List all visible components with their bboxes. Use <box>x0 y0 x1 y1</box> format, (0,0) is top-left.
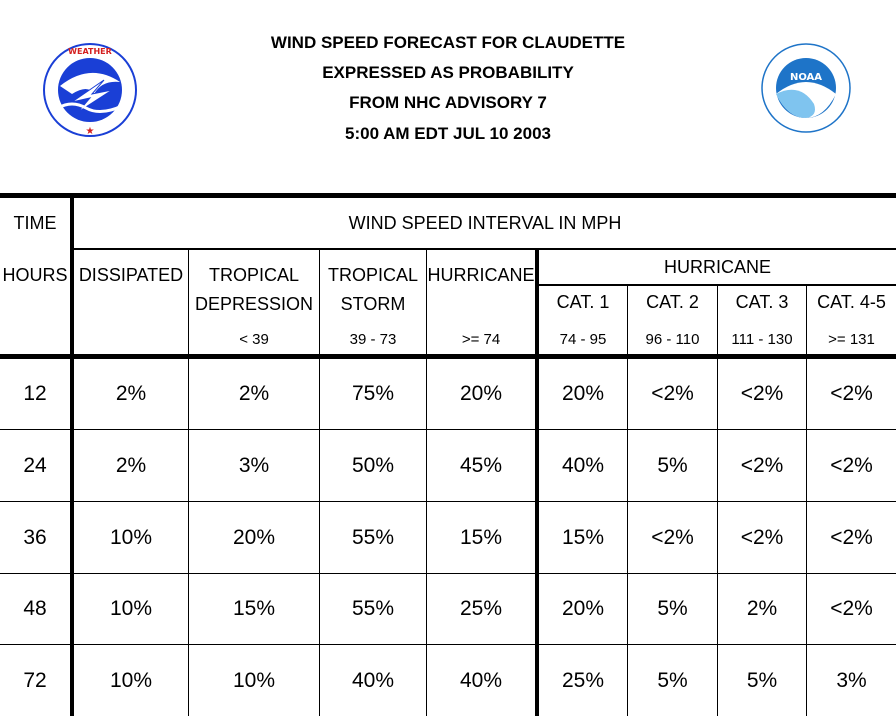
value-cell: 75% <box>351 382 395 405</box>
value-cell: 20% <box>561 597 605 620</box>
hour-cell: 12 <box>23 382 47 405</box>
col-cat1-range: 74 - 95 <box>559 330 607 348</box>
value-cell: 15% <box>459 525 503 549</box>
value-cell: <2% <box>651 382 694 405</box>
col-td-header-2: DEPRESSION <box>194 293 314 314</box>
value-cell: 45% <box>459 453 503 477</box>
col-ts-range: 39 - 73 <box>349 330 397 348</box>
value-cell: 40% <box>459 668 503 692</box>
noaa-logo-text: NOAA <box>789 72 823 83</box>
value-cell: <2% <box>830 597 873 620</box>
value-cell: 50% <box>351 453 395 477</box>
value-cell: 3% <box>238 453 270 477</box>
value-cell: 55% <box>351 597 395 620</box>
col-cat45-header: CAT. 4-5 <box>817 291 886 312</box>
title-line-2: EXPRESSED AS PROBABILITY <box>322 63 574 82</box>
value-cell: 20% <box>232 525 276 549</box>
value-cell: 15% <box>561 525 605 549</box>
col-td-range: < 39 <box>239 330 269 348</box>
noaa-logo-icon <box>760 42 852 134</box>
value-cell: 40% <box>561 453 605 477</box>
col-hurricane-range: >= 74 <box>461 330 501 348</box>
col-cat3-header: CAT. 3 <box>735 291 789 312</box>
interval-header-rule <box>74 248 896 250</box>
value-cell: 15% <box>232 597 276 620</box>
value-cell: 55% <box>351 525 395 549</box>
col-td-header-1: TROPICAL <box>208 264 300 285</box>
time-header: TIME <box>13 212 57 233</box>
value-cell: 10% <box>232 668 276 692</box>
hour-cell: 36 <box>23 525 47 549</box>
hour-cell: 72 <box>23 668 47 692</box>
title-line-4: 5:00 AM EDT JUL 10 2003 <box>345 124 551 143</box>
value-cell: 5% <box>657 453 688 477</box>
value-cell: <2% <box>830 382 873 405</box>
value-cell: 3% <box>836 668 867 692</box>
value-cell: 2% <box>115 453 147 477</box>
value-cell: 20% <box>459 382 503 405</box>
value-cell: 5% <box>657 597 688 620</box>
value-cell: 5% <box>746 668 778 692</box>
col-cat1-header: CAT. 1 <box>556 291 610 312</box>
col-dissipated-header: DISSIPATED <box>78 264 184 285</box>
value-cell: <2% <box>740 525 784 549</box>
col-cat3-range: 111 - 130 <box>731 330 793 348</box>
value-cell: 5% <box>657 668 688 692</box>
value-cell: 10% <box>109 668 153 692</box>
title-line-1: WIND SPEED FORECAST FOR CLAUDETTE <box>270 33 626 52</box>
svg-text:WEATHER: WEATHER <box>68 47 112 56</box>
col-ts-header-1: TROPICAL <box>327 264 419 285</box>
col-ts-header-2: STORM <box>340 293 406 314</box>
value-cell: 25% <box>561 668 605 692</box>
nws-logo-icon <box>42 42 138 138</box>
hour-cell: 48 <box>23 597 47 620</box>
title-line-3: FROM NHC ADVISORY 7 <box>349 93 547 112</box>
col-hurricane-header: HURRICANE <box>427 264 535 285</box>
value-cell: <2% <box>740 453 784 477</box>
col-cat2-range: 96 - 110 <box>645 330 700 348</box>
value-cell: <2% <box>830 453 873 477</box>
hour-cell: 24 <box>23 453 47 477</box>
col-cat45-range: >= 131 <box>828 330 875 348</box>
value-cell: 20% <box>561 382 605 405</box>
value-cell: 10% <box>109 525 153 549</box>
value-cell: 2% <box>746 597 778 620</box>
value-cell: <2% <box>830 525 873 549</box>
value-cell: 40% <box>351 668 395 692</box>
value-cell: 25% <box>459 597 503 620</box>
value-cell: 10% <box>109 597 153 620</box>
hurricane-group-header: HURRICANE <box>663 256 771 277</box>
value-cell: 2% <box>115 382 147 405</box>
value-cell: <2% <box>740 382 784 405</box>
value-cell: <2% <box>651 525 694 549</box>
hours-header: HOURS <box>2 264 68 285</box>
col-cat2-header: CAT. 2 <box>646 291 699 312</box>
svg-text:★: ★ <box>85 126 95 137</box>
interval-header: WIND SPEED INTERVAL IN MPH <box>348 212 622 233</box>
value-cell: 2% <box>238 382 270 405</box>
